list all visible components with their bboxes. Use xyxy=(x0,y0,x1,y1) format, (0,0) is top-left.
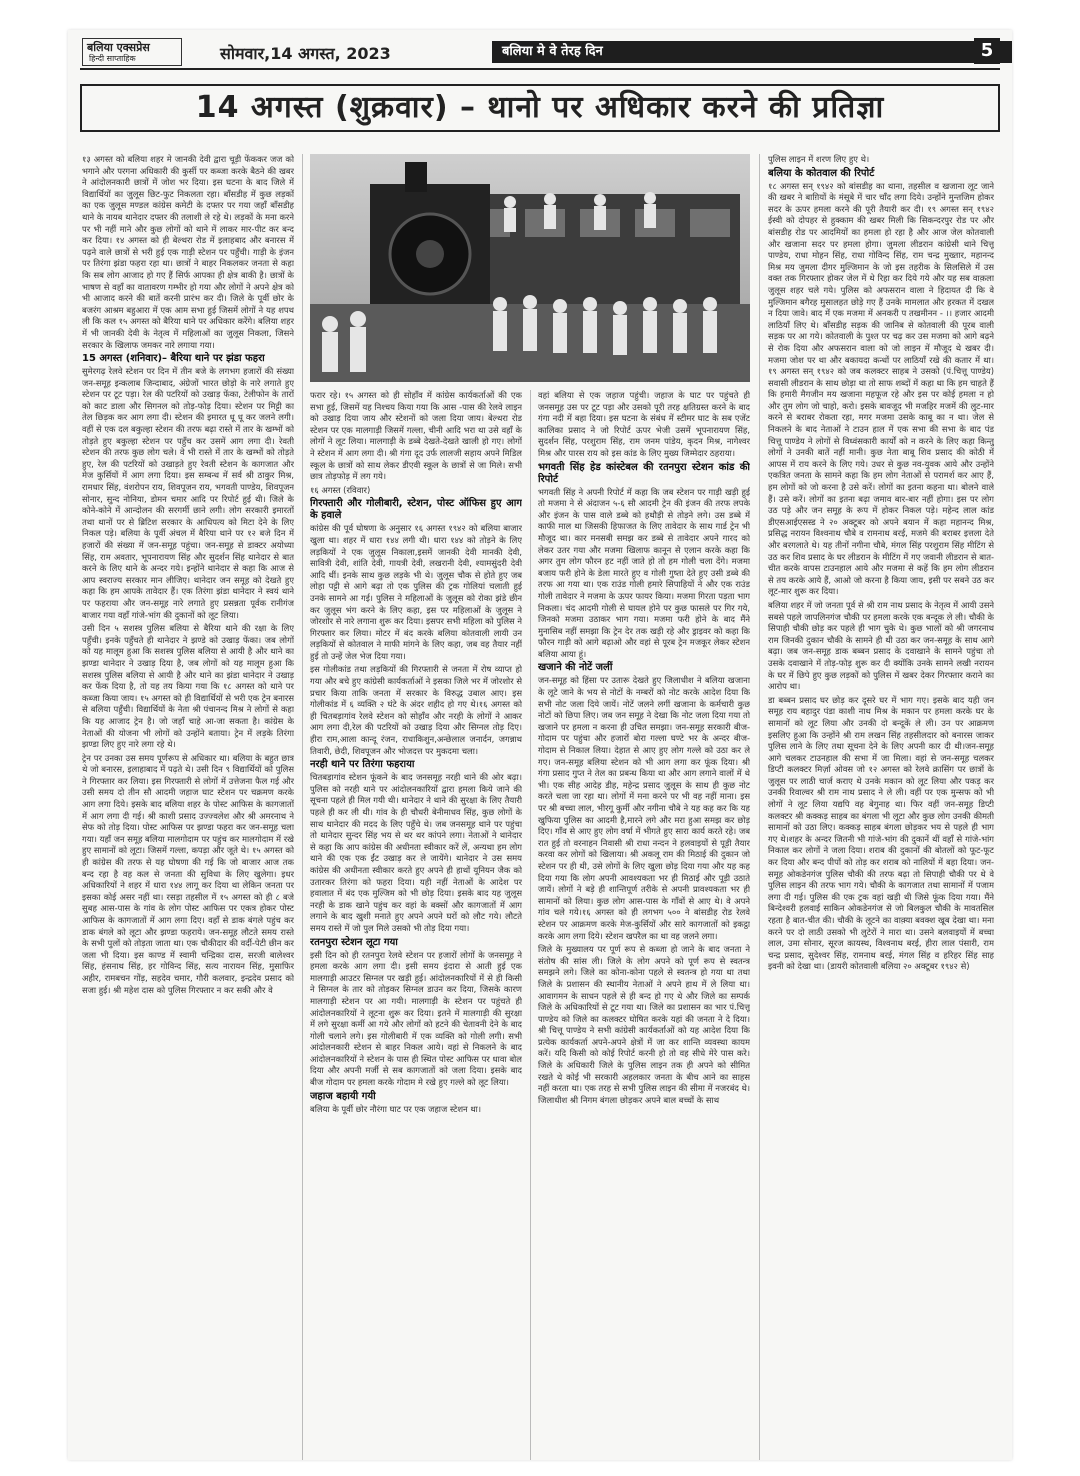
column-divider xyxy=(302,154,303,1460)
paragraph: बलिया शहर में जो जनता पूर्व से श्री राम नाथ प्रसाद के नेतृत्व में आयी उसने सबसे पहले जापलिनगंज चौकी पर हमला करके एक बन्दूक ले ली। चौकी के सिपाही चौकी छोड़ कर पहले ही भाग चुके थे। कुछ भालों को श्री जगरनाथ राम जिनकी दुकान चौकी के सामने ही थी उठा कर जन-समूह के साथ आगे बढ़ा। जब जन-समूह डाक बब्बन प्रसाद के दवाखाने के सामने पहुंचा तो उसके दवाखाने में तोड़-फोड़ शुरू कर दी क्योंकि उनके सामने लखी नरायन के घर में छिपे हुए कुछ लड़कों को पुलिस में खबर देकर गिरफ्तार कराने का आरोप था। xyxy=(768,599,994,692)
paragraph: १८ अगस्त सन् १९४२ को बांसडीह का थाना, तहसील व खजाना लूट जाने की खबर ने बाग़ियों के मंसूबे में चार चाँद लगा दिये। उन्होंने मुन्तजिम होकर सदर के ऊपर हमला करने की पूरी तैयारी कर दी। १९ अगस्त सन् १९४२ ईस्वी को दोपहर से हुक्काम की खबर मिली कि सिकन्दरपुर रोड पर और बांसडीह रोड पर आदमियों का हमला हो रहा है और आज जेल कोतवाली और खजाना सदर पर हमला होगा। जुमला लीडरान कांग्रेसी थाने चित्तू पाण्डेय, राधा मोहन सिंह, राधा गोविन्द सिंह, राम चन्द्र मुख्तार, महानन्द मिश्र मय जुमला दीगर मुल्जिमान के जो इस तहरीक के सिलसिले में उस वक्त तक गिरफ्तार होकर जेल में थे रिहा कर दिये गये और यह सब वाक़ला जुलूस शहर चले गये। पुलिस को अफसरान वाला ने हिदायत दी कि वे मुल्जिमान बगैरह मुसालहत छोड़े गए हैं उनके मामलात और हरकत में दखल न दिया जावे। बाद में एक मजमा में अनकरी प तखमीनन - ।। हजार आदमी लाठियाँ लिए थे। बाँसडीह सड़क की जानिब से कोतवाली की पूरब वाली सड़क पर आ गये। कोतवाली के पुश्त पर चढ़ कर उस मजमा को आगे बढ़ने से रोक दिया और अफसरान वाला को जो लाइन में मौजूद थे खबर दी। मजमा जोश पर था और बकायदा कन्धों पर लाठियाँ रखे की कतार में था। १९ अगस्त सन् १९४२ को जब कलक्टर साहब ने उसको (पं.चित्तू पाण्डेय) सवासी लीडरान के साथ छोड़ा था तो साफ शब्दों में कहा था कि हम चाहते हैं कि हमारी मैगजीन मय खजाना महफूज रहे और इस पर कोई हमला न हो और तुम लोग जो चाहो, करो। इसके बावजूद भी मजहिर मजमें की लुट-मार करने से बराबर रोकता रहा, मगर मजमा उसके काबू का न था। जेल से निकलने के बाद नेताओं ने टाउन हाल में एक सभा की सभा के बाद पंड चित्तू पाण्डेय ने लोगों से विध्वंसकारी कार्यों को न करने के लिए कहा किन्तु लोगों ने उनकी बातें नहीं मानी। कुछ नेता बाबू शिव प्रसाद की कोठी में आपस में राय करने के लिए गये। उधर से कुछ नव-युवक आये और उन्होंने एकत्रित जनता के सामने कहा कि हम लोग नेताओं से परामर्श कर आए हैं, हम लोगों को जो करना है उसे करें। लोगों का इतना कहना था। बोलने वाले हैं। उसे करें। लोगों का इतना बढ़ा जमाव बार-बार नहीं होगा। इस पर लोग उठ पड़े और जन समूह के रूप में होकर निकल पड़े। महेन्द लाल कांड डीएसआईएसस्ड ने २० अक्टूबर को अपने बयान में कहा महानन्द मिश्र, प्रसिद्ध नरायन विश्वनाथ चौबे व रामनाथ बरई, मजमे की बराबर इत्तला देते और बरगलाते थे। यह तीनों नगीना चौबे, मंगल सिंह परशुराम सिंह मीटिंग से उठ कर शिव प्रसाद के घर लीडरान के मीटिंग में गए जवानी लीडरान से बात-चीत करके वापस टाउनहाल आये और मजमा से कहें कि हम लोग लीडरान से तय करके आये हैं, आओ जो करना है किया जाय, इसी पर सबने उठ कर लूट-मार शुरू कर दिया। xyxy=(768,180,994,597)
newspaper-page xyxy=(68,30,1012,1460)
logo-subtitle: हिन्दी साप्ताहिक xyxy=(89,54,136,63)
paragraph: सुमेरगढ़ रेलवे स्टेशन पर दिन में तीन बजे के लगभग हजारों की संख्या जन-समूह इन्कलाब जिन्दाबाद, अंग्रेजों भारत छोड़ो के नारे लगाते हुए स्टेशन पर टूट पड़ा। रेल की पटरियों को उखाड़ फेंका, टेलीफोन के तारों को काट डाला और सिगनल को तोड़-फोड़ दिया। स्टेशन पर मिट्टी का तेल छिड़क कर आग लगा दी। स्टेशन की इमारत धू धू कर जलने लगी। वहीं से एक दल बकुल्हा स्टेशन की तरफ बढ़ा रास्ते में तार के खम्भों को तोड़ते हुए बकुल्हा स्टेशन पर पहुँच कर उसमें आग लगा दी। रेवती स्टेशन की तरफ कुछ लोग चले। वे भी रास्ते में तार के खम्भों को तोड़ते हुए, रेल की पटरियों को उखाड़ते हुए रेवती स्टेशन के कागजात और मेज कुर्सियों में आग लगा दिया। इस सम्बन्ध में सर्व श्री ठाकुर मिश्र, रामधार सिंह, वंशरोपन राय, शिवपूजन राय, भगवती पाण्डेय, शिवपूजन सोनार, सुन्द नोनिया, डोमन चमार आदि पर रिपोर्ट हुई थी। जिले के कोने-कोने में आन्दोलन की सरगर्मी छाने लगी। लोग सरकारी इमारतों तथा थानों पर से ब्रिटिश सरकार के आधिपत्य को मिटा देने के लिए निकल पड़े। बलिया के पूर्वी अंचल में बैरिया थाने पर १२ बजे दिन में हजारों की संख्या में जन-समूह पहुंचा। जन-समूह से डाक्टर अयोध्या सिंह, राम अवतार, भूपनारायण सिंह और सुदर्शन सिंह थानेदार से बात करने के लिए थाने के अन्दर गये। इन्होंने थानेदार से कहा कि आज से आप स्वराज्य सरकार मान लीजिए। थानेदार जन समूह को देखते हुए कहा कि हम आपके तावेदार हैं। एक तिरंगा झंडा थानेदार ने स्वयं थाने पर फहराया और जन-समूह नारे लगाते हुए प्रसन्नता पूर्वक रानीगंज बाजार गया वहाँ गांजे-भांग की दुकानों को लूट लिया। xyxy=(82,366,294,620)
photo-illustration xyxy=(310,154,750,382)
paragraph: इस गोलीकांड तथा लड़कियों की गिरफ्तारी से जनता में रोष व्याप्त हो गया और बचे हुए कांग्रेसी कार्यकर्ताओं ने इसका जिले भर में जोरशोर से प्रचार किया ताकि जनता में सरकार के विरुद्ध उबाल आए। इस गोलीकांड में ६ व्यक्ति २ घंटे के अंदर शहीद हो गए थे।१६ अगस्त को ही चितबड़ागांव रेलवे स्टेशन को सोहाँव और नरही के लोगों ने आकर आग लगा दी,रेल की पटरियों को उखाड़ दिया और सिग्नल तोड़ दिए। हीरा राम,आला कान्दू रंजन, राधाकिशुन,अन्छेलाल जनार्दन, जगन्नाथ तिवारी, छेदी, शिवपूजन और भोजदत्त पर मुकदमा चला। xyxy=(310,664,522,756)
issue-date: सोमवार,14 अगस्त, 2023 xyxy=(220,44,391,63)
subheading: नरही थाने पर तिरंगा फहराया xyxy=(310,759,415,771)
subheading: रतनपुरा स्टेशन लूटा गया xyxy=(310,936,398,948)
historic-train-crowd-photo xyxy=(310,154,750,382)
date-line: १६ अगस्त (रविवार) xyxy=(310,484,371,495)
subheading: भगवती सिंह हेड कांस्टेबल की रतनपुरा स्टेशन कांड की रिपोर्ट xyxy=(538,461,750,485)
paragraph: कांग्रेस की पूर्व घोषणा के अनुसार १६ अगस्त १९४२ को बलिया बाजार खुला था। शहर में धारा १४४ लगी थी। धारा १४४ को तोड़ने के लिए लड़कियों ने एक जुलूस निकाला,इसमें जानकी देवी मानकी देवी, सावित्री देवी, शांति देवी, गायत्री देवी, लखरानी देवी, श्यामसुंदरी देवी आदि थीं। इनके साथ कुछ लड़के भी थे। जुलूस चौक से होते हुए जब लोहा पट्टी से आगे बढ़ा तो एक पुलिस की ट्रक गोलियां चलाती हुई उनके सामने आ गई। पुलिस ने महिलाओं के जुलूस को रोका झंडे छीन कर जुलूस भंग करने के लिए कहा, इस पर महिलाओं के जुलूस ने जोरशोर से नारे लगाना शुरू कर दिया। इसपर सभी महिला को पुलिस ने गिरफ्तार कर लिया। मोटर में बंद करके बलिया कोतवाली लायी उन लड़कियों से कोतवाल ने माफी मांगने के लिए कहा, जब वह तैयार नहीं हुई तो उन्हें जेल भेज दिया गया। xyxy=(310,523,522,661)
section-title: बलिया मे वे तेरह दिन xyxy=(492,41,1012,63)
subheading: 15 अगस्त (शनिवार)– बैरिया थाने पर झंडा फहरा xyxy=(82,353,265,365)
paragraph: भगवती सिंह ने अपनी रिपोर्ट में कहा कि जब स्टेशन पर गाड़ी खड़ी हुई तो मजमा ने से अंदाजन ५-६ सौ आदमी ट्रेन की इंजन की तरफ लपके और इंजन के पास वाले डब्बे को हथौड़ी से तोड़ने लगे। उस डब्बे में काफी माल था जिसकी हिफाजत के लिए तावेदार के साथ गार्ड ट्रेन भी मौजूद था। कार मनसबी समझ कर डब्बे से तावेदार अपने गारद को लेकर उतर गया और मजमा खिलाफ कानून से एलान करके कहा कि अगर तुम लोग फौरन हट नहीं जाते हो तो हम गोली चला देंगे। मजमा बजाय फरी होने के डेला मारते हुए व गोली गुष्ता देते हुए उसी डब्बे की तरफ आ गया था। एक राउंड गोली हमारे सिपाहियों ने और एक राउंड गोली तावेदार ने मजमा के ऊपर फायर किया। मजमा गिरता पड़ता भाग निकला। चंद आदमी गोली से घायल होने पर कुछ फासले पर गिर गये, जिनको मजमा उठाकर भाग गया। मजमा फरी होने के बाद मैंने मुनासिब नहीं समझा कि ट्रेन देर तक खड़ी रहे और ड्राइवर को कहा कि फौरन गाड़ी को आगे बढ़ाओ और वहां से पूरब ट्रेन मजकूर लेकर स्टेशन बलिया आया हूं। xyxy=(538,486,750,659)
column-divider xyxy=(759,154,760,1460)
newspaper-logo xyxy=(82,38,182,66)
page-number: 5 xyxy=(974,38,1000,64)
subheading: खजाने की नोटें जलीं xyxy=(538,662,613,674)
masthead xyxy=(80,38,1000,70)
paragraph: वहां बलिया से एक जहाज पहुंची। जहाज के घाट पर पहुंचते ही जनसमूह उस पर टूट पड़ा और उसको पूरी तरह क्षतिग्रस्त करने के बाद गंगा नदी में बहा दिया। इस घटना के संबंध में स्टीमर घाट के सब एजेंट कालिका प्रसाद ने जो रिपोर्ट ऊपर भेजी उसमें भूपनारायण सिंह, सुदर्शन सिंह, परशुराम सिंह, राम जनम पांडेय, कृदन मिश्र, नागेश्वर मिश्र और पारस राय को इस कांड के लिए मुख्य जिम्मेदार ठहराया। xyxy=(538,390,750,458)
column-divider xyxy=(530,390,531,1460)
paragraph: उसी दिन ५ सशस्त्र पुलिस बलिया से बैरिया थाने की रक्षा के लिए पहुँची। इनके पहुँचते ही थानेदार ने झण्डे को उखाड़ फेंका। जब लोगों को यह मालूम हुआ कि सशस्त्र पुलिस बलिया से आयी है और थाने का झण्डा थानेदार ने उखाड़ दिया है, जब लोगों को यह मालूम हुआ कि सशस्त्र पुलिस बलिया से आयी है और थाने का झंडा थानेदार ने उखाड़ कर फेंक दिया है, तो यह तय किया गया कि १८ अगस्त को थाने पर कब्जा किया जाय। १५ अगस्त को ही विद्यार्थियों से भरी एक ट्रेन बनारस से बलिया पहुँची। विद्यार्थियों के नेता श्री पंचानन्द मिश्र ने लोगों से कहा कि यह आजाद ट्रेन है। जो जहाँ चाहे आ-जा सकता है। कांग्रेस के नेताओं की योजना भी लोगों को उन्होंने बताया। ट्रेन में लड़के तिरंगा झण्डा लिए हुए नारे लगा रहे थे। xyxy=(82,623,294,750)
headline: 14 अगस्त (शुक्रवार) – थानो पर अधिकार करने की प्रतिज्ञा xyxy=(195,90,885,125)
paragraph: चितबड़ागांव स्टेशन फूंकने के बाद जनसमूह नरही थाने की ओर बढ़ा। पुलिस को नरही थाने पर आंदोलनकारियों द्वारा हमला किये जाने की सूचना पहले ही मिल गयी थी। थानेदार ने थाने की सुरक्षा के लिए तैयारी पहले ही कर ली थी। गांव के ही चौधरी बेनीमाधव सिंह, कुछ लोगों के साथ थानेदार की मदद के लिए पहुँचे थे। जब जनसमूह थाने पर पहुंचा तो थानेदार सुन्दर सिंह भय से थर थर कांपने लगा। नेताओं ने थानेदार से कहा कि आप कांग्रेस की अधीनता स्वीकार करें लें, अन्यथा हम लोग थाने की एक एक ईंट उखाड़ कर ले जायेंगे। थानेदार ने उस समय कांग्रेस की अधीनता स्वीकार करते हुए अपने ही हाथों यूनियन जैक को उतारकर तिरंगा को फहरा दिया। यही नहीं नेताओं के आदेश पर हवालात में बंद एक मुल्जिम को भी छोड़ दिया। इसके बाद यह जुलूस नरही के डाक खाने पहुंच कर वहां के बक्सों और कागजातों में आग लगाने के बाद खुशी मनाते हुए अपने अपने घरों को लौट गये। लौटते समय रास्ते में जो पुल मिले उसको भी तोड़ दिया गया। xyxy=(310,772,522,933)
article-column-2 xyxy=(310,390,522,1462)
paragraph: ट्रेन पर उनका उस समय पूर्णरूप से अधिकार था। बलिया के बहुत छात्र थे जो बनारस, इलाहाबाद में पढ़ते थे। उसी दिन ९ विद्यार्थियों को पुलिस ने गिरफ्तार कर लिया। इस गिरफ्तारी से लोगों में उत्तेजना फैल गई और उसी समय दो तीन सौ आदमी जहाज घाट स्टेशन पर चक्रमण करके आग लगा दिये। इसके बाद बलिया शहर के पोस्ट आफिस के कागजातों में आग लगा दी गई। श्री काशी प्रसाद उज्ज्वलेश और श्री अमरनाथ ने सेफ को तोड़ दिया। पोस्ट आफिस पर झण्डा फहरा कर जन-समूह चला गया। यहाँ जन समूह बलिया मालगोदाम पर पहुंच कर मालगोदाम में रखे हुए सामानों को लूटा। जिसमें गल्ला, कपड़ा और जूते थे। १५ अगस्त को ही कांग्रेस की तरफ से यह घोषणा की गई कि जो बाजार आज तक बन्द रहा है वह कल से जनता की सुविधा के लिए खुलेगा। इधर अधिकारियों ने शहर में धारा १४४ लागू कर दिया था लेकिन जनता पर इसका कोई असर नहीं था। रसड़ा तहसील में १५ अगस्त को ही ८ बजे सुबह आस-पास के गांव के लोग पोस्ट आफिस पर एकत्र होकर पोस्ट आफिस के कागजातों में आग लगा दिए। वहाँ से डाक बंगले पहुंच कर डाक बंगले को लूटा और झण्डा फहराये। जन-समूह लौटते समय रास्ते के सभी पुलों को तोड़ता जाता था। एक चौकीदार की वर्दी-पेटी छीन कर जला भी दिया। इस काण्ड में स्वामी चन्द्रिका दास, सरजी बालेश्वर सिंह, हंसनाथ सिंह, हर गोविन्द सिंह, सत्य नारायन सिंह, मुसाफिर अहीर, रामबचन गोंड़, सहदेव चमार, गौरी कलवार, इन्द्रदेव प्रसाद को सजा हुई। श्री महेश दास को पुलिस गिरफ्तार न कर सकी और वे xyxy=(82,752,294,995)
headline-box xyxy=(80,84,1000,132)
paragraph: डा बब्बन प्रसाद घर छोड़ कर दूसरे घर में भाग गए। इसके बाद यही जन समूह राय बहादुर पंडा काशी नाथ मिश्र के मकान पर हमला करके घर के सामानों को लूट लिया और उनकी दो बन्दूकें ले ली। उन पर आक्रमण इसलिए हुआ कि उन्होंने श्री राम लखन सिंह तहसीलदार को बनारस जाकर पुलिस लाने के लिए तथा सूचना देने के लिए अपनी कार दी थी।जन-समूह आगे चलकर टाउनहाल की सभा में जा मिला। वहां से जन-समूह चलकर डिप्टी कलक्टर मिर्ज़ा ओवस जो १२ अगस्त को रेलवे क्रासिंग पर छात्रों के जुलूस पर लाठी चार्ज कराए थे उनके मकान को लूट लिया और पकड़ कर उनकी रिवाल्वर श्री राम नाथ प्रसाद ने ले ली। वहीं पर एक मुन्सफ को भी लोगों ने लूट लिया यद्यपि वह बेगुनाह था। फिर वहीं जन-समूह डिप्टी कलक्टर श्री कक्कड़ साहब का बंगला भी लूटा और कुछ लोग उनकी कीमती सामानों को उठा लिए। कक्कड़ साहब बंगला छोड़कर भय से पहले ही भाग गए थे।शहर के अन्दर जितनी भी गांजे-भांग की दुकानें थीं वहाँ से गांजे-भांग निकाल कर लोगों ने जला दिया। शराब की दुकानों की बोतलों को फूट-फूट कर दिया और बन्द पीपों को तोड़ कर शराब को नालियों में बहा दिया। जन-समूह ओकडेनगंज पुलिस चौकी की तरफ बढ़ा तो सिपाही चौकी पर थे वे पुलिस लाइन की तरफ भाग गये। चौकी के कागजात तथा सामानों में पजाम लगा दी गई। पुलिस की एक ट्रक वहां खड़ी थी जिसे फूंक दिया गया। मैंने बिन्देश्वरी हलवाई साकिन ओकडेनगंज से जो बिलकुल चौकी के मावतसिल रहता है बात-चीत की। चौकी के लूटने का वाक़्या बवक्श खूब देखा था। मना करने पर दो लाठी उसको भी लुटेरों ने मारा था। उसने बलवाइयों में बच्चा लाल, उमा सोनार, सूरज कायस्थ, विश्वनाथ बरई, हीरा लाल पंसारी, राम चन्द्र प्रसाद, सुदेश्वर सिंह, रामनाथ बरई, मंगल सिंह व हरिहर सिंह साह इवनी को देखा था। (डायरी कोतवाली बलिया २० अक्टूबर १९४२ से) xyxy=(768,694,994,972)
article-column-4 xyxy=(768,154,994,1460)
subheading: बलिया के कोतवाल की रिपोर्ट xyxy=(768,167,875,179)
subheading: गिरफ्तारी और गोलीबारी, स्टेशन, पोस्ट ऑफिस हुए आग के हवाले xyxy=(310,498,522,522)
paragraph: जिले के मुख्यालय पर पूर्ण रूप से कब्जा हो जाने के बाद जनता ने संतोष की सांस ली। जिले के लोग अपने को पूर्ण रूप से स्वतन्त्र समझने लगे। जिले का कोना-कोना पहले से स्वतन्त्र हो गया था तथा जिले के प्रशासन की स्थानीय नेताओं ने अपने हाथ में ले लिया था। आवागमन के साधन पहले से ही बन्द हो गए थे और जिले का सम्पर्क जिले के अधिकारियों से टूट गया था। जिले का प्रशासन का भार पं.चित्तू पाण्डेय को जिले का कलक्टर घोषित करके यहां की जनता ने दे दिया। श्री चित्तू पाण्डेय ने सभी कांग्रेसी कार्यकर्ताओं को यह आदेश दिया कि प्रत्येक कार्यकर्ता अपने-अपने क्षेत्रों में जा कर शान्ति व्यवस्था कायम करें। यदि किसी को कोई रिपोर्ट करनी हो तो वह सीधे मेरे पास करे। जिले के अधिकारी जिले के पुलिस लाइन तक ही अपने को सीमित रखते थे कोई भी सरकारी अहलकार जनता के बीच आने का साहस नहीं करता था। एक तरह से सभी पुलिस लाइन की सीमा में नजरबंद थे। जिलाधीश श्री निगम बंगला छोड़कर अपने बाल बच्चों के साथ xyxy=(538,944,750,1105)
article-column-3 xyxy=(538,390,750,1462)
article-column-1 xyxy=(82,154,294,1460)
paragraph: १३ अगस्त को बलिया शहर मे जानकी देवी द्वारा चूड़ी फेंककर जज को भगाने और परगना अधिकारी की कुर्सी पर कब्जा करके बैठने की खबर ने आंदोलनकारी छात्रों में जोश भर दिया। इस घटना के बाद जिले में विद्यार्थियों का जुलूस छिट-फुट निकलता रहा। बाँसडीह में कुछ लड़कों का एक जुलूस मण्डल कांग्रेस कमेटी के दफ्तर पर गया जहाँ बाँसडीह थाने के नायब थानेदार दफ्तर की तलाशी ले रहे थे। लड़कों के मना करने पर भी नहीं माने और कुछ लोगों को थाने में लाकर मार-पीट कर बन्द कर दिया। १४ अगस्त को ही बेल्थरा रोड में इलाहबाद और बनारस में पढ़ने वाले छात्रों से भरी हुई एक गाड़ी स्टेशन पर पहुँची। गाड़ी के इंजन पर तिरंगा झंडा फहरा रहा था। छात्रों ने बाहर निकलकर जनता से कहा कि सब लोग आजाद हो गए हैं सिर्फ आपका ही क्षेत्र बाकी है। छात्रों के भाषण से वहाँ का वातावरण गम्भीर हो गया और लोगों ने अपने क्षेत्र को भी आजाद करने की बातें करनी प्रारंभ कर दी। जिले के पूर्वी छोर के बजरंग आश्रम बहुआरा में एक आम सभा हुई जिसमें लोगों ने यह शपथ ली कि कल १५ अगस्त को बैरिया थाने पर अधिकार करेंगे। बलिया शहर में भी जानकी देवी के नेतृत्व में महिलाओं का जुलूस निकला, जिसने सरकार के खिलाफ जमकर नारे लगाया गया। xyxy=(82,154,294,350)
paragraph: बलिया के पूर्वी छोर नौरंगा घाट पर एक जहाज स्टेशन था। xyxy=(310,1103,482,1114)
paragraph: फरार रहे। १५ अगस्त को ही सोहाँव में कांग्रेस कार्यकर्ताओं की एक सभा हुई, जिसमें यह निश्चय किया गया कि आस -पास की रेलवे लाइन को उखाड़ दिया जाय और स्टेशनों को जला दिया जाय। बेल्थरा रोड स्टेशन पर एक मालगाड़ी जिसमें गल्ला, चीनी आदि भरा था उसे वहाँ के लोगों ने लूट लिया। मालगाड़ी के डब्बे देखते-देखते खाली हो गए। लोगों ने स्टेशन में आग लगा दी। श्री गंगा दूद उर्फ लालजी सहाय अपने मिडिल स्कूल के छात्रों को साथ लेकर डीएवी स्कूल के छात्रों से जा मिले। सभी छात्र तोड़फोड़ में लग गये। xyxy=(310,390,522,482)
subheading: जहाज बहायी गयी xyxy=(310,1090,376,1102)
paragraph: पुलिस लाइन में शरण लिए हुए थे। xyxy=(768,154,870,164)
paragraph: इसी दिन को ही रतनपुरा रेलवे स्टेशन पर हजारों लोगों के जनसमूह ने हमला करके आग लगा दी। इसी समय इंदारा से आती हुई एक मालगाड़ी आउटर सिग्नल पर खड़ी हुई। आंदोलनकारियों में से ही किसी ने सिग्नल के तार को तोड़कर सिग्नल डाउन कर दिया, जिसके कारण मालगाड़ी स्टेशन पर आ गयी। मालगाड़ी के स्टेशन पर पहुंचते ही आंदोलनकारियों ने लूटना शुरू कर दिया। इतने में मालगाड़ी की सुरक्षा में लगे सुरक्षा कर्मी आ गये और लोगों को हटने की चेतावनी देने के बाद गोली चलाने लगे। इस गोलीबारी में एक व्यक्ति को गोली लगी। सभी आंदोलनकारी स्टेशन से बाहर निकल आये। वहां से निकलने के बाद आंदोलनकारियों ने स्टेशन के पास ही स्थित पोस्ट आफिस पर धावा बोल दिया और अपनी मर्जी से सब कागजातों को जला दिया। इसके बाद बीज गोदाम पर हमला करके गोदाम मे रखे हुए गल्ले को लूट लिया। xyxy=(310,949,522,1088)
logo-title: बलिया एक्सप्रेस xyxy=(87,41,150,54)
paragraph: जन-समूह को हिंसा पर उतारू देखते हुए जिलाधीश ने बलिया खजाना के लूटे जाने के भय से नोटों के नम्बरों को नोट करके आदेश दिया कि सभी नोट जला दिये जायें। नोटें जलने लगीं खजाना के कर्मचारी कुछ नोटों को छिपा लिए। जब जन समूह ने देखा कि नोट जला दिया गया तो खजाने पर हमला न करना ही उचित समझा। जन-समूह सरकारी बीज-गोदाम पर पहुंचा और हजारों बोरा गल्ला घण्टे भर के अन्दर बीज-गोदाम से निकाल लिया। देहात से आए हुए लोग गल्ले को उठा कर ले गए। जन-समूह बलिया स्टेशन को भी आग लगा कर फूंक दिया। श्री गंगा प्रसाद गुप्त ने तेल का प्रबन्ध किया था और आग लगाने वालों में थे भी। एक सीह आदेह डीह, महेन्द्र प्रसाद जुलूस के साथ ही कुछ नोट करते चला जा रहा था। लोगों में मना करने पर भी वह नहीं माना। इस पर श्री बच्चा लाल, भीरगू कुर्मी और नगीना चौबे ने यह कह कर कि यह खुफिया पुलिस का आदमी है,मारने लगे और मरा हुआ समझ कर छोड़ दिए। गाँव से आए हुए लोग वर्षा में भीगते हुए सारा कार्य करते रहे। जब रात हुई तो वरनाहन निवासी श्री राधा नन्दन ने हलवाइयों से पूड़ी तैयार करवा कर लोगों को खिलाया। श्री अकलू राम की मिठाई की दुकान जो स्टेशन पर ही थी, उसे लोगों के लिए खुला छोड़ दिया गया और यह कह दिया गया कि लोग अपनी आवश्यकता भर ही मिठाई और पूड़ी उठाते जायें। लोगों ने बड़े ही शान्तिपूर्ण तरीके से अपनी प्रावश्यकता भर ही सामानों को लिया। कुछ लोग आस-पास के गाँवों से आए थे। वे अपने गांव चले गये।१६ अगस्त को ही लगभग ५०० ने बांसडीह रोड रेलवे स्टेशन पर आक्रमण करके मेज-कुर्सियों और सारे कागजातों को इकट्ठा करके आग लगा दिये। स्टेशन खपरैल का था वह जलने लगा। xyxy=(538,675,750,941)
